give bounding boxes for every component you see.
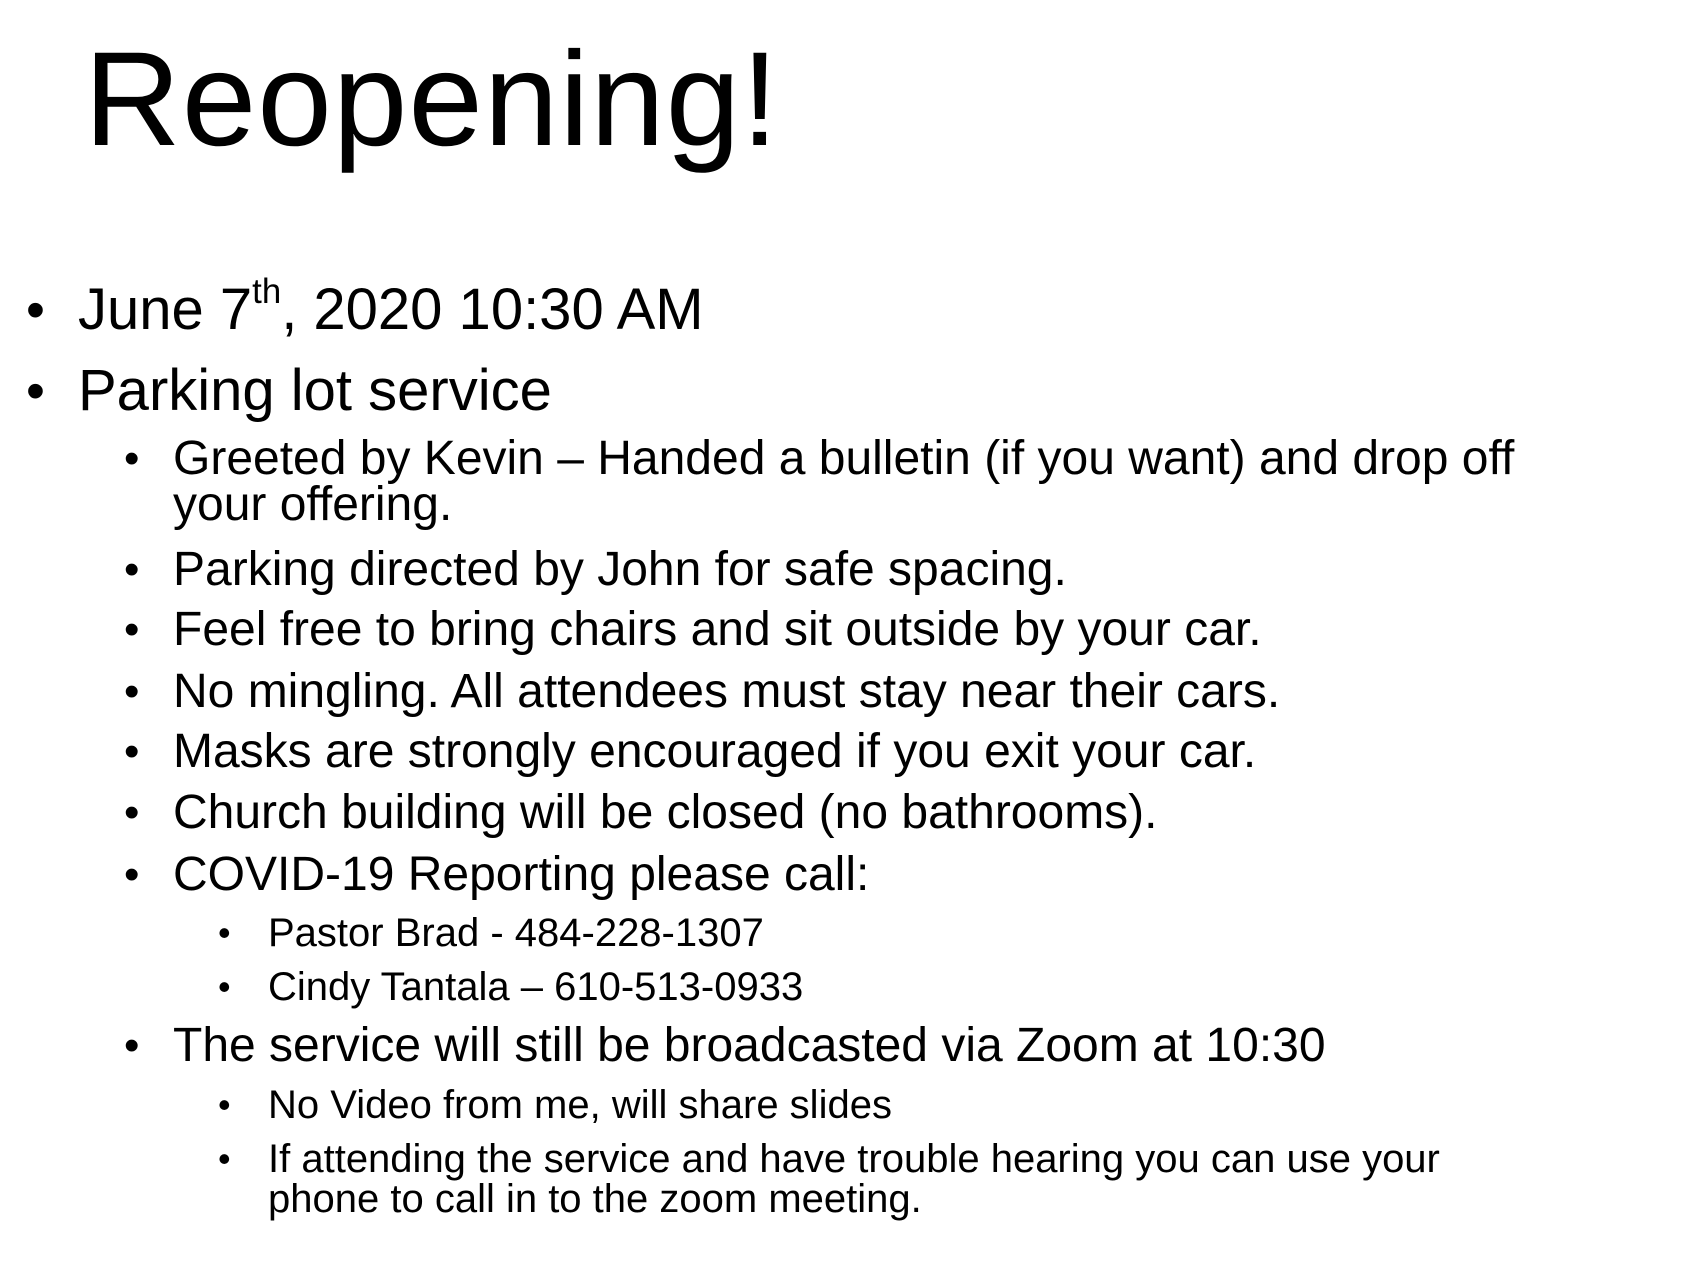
date-main: June 7 xyxy=(78,277,253,342)
bullet-icon: • xyxy=(124,850,140,899)
building-item: Church building will be closed (no bathrooms). xyxy=(173,786,1158,839)
bullet-icon: • xyxy=(26,361,45,421)
bullet-icon: • xyxy=(218,966,231,1007)
hearing-line-1: If attending the service and have trouble hearing you can use your xyxy=(268,1137,1440,1181)
bullet-icon: • xyxy=(26,280,45,340)
greeted-line-1: Greeted by Kevin – Handed a bulletin (if you want) and drop off xyxy=(173,432,1515,485)
hearing-line-2: phone to call in to the zoom meeting. xyxy=(268,1177,922,1221)
no-video-item: No Video from me, will share slides xyxy=(268,1083,892,1127)
chairs-item: Feel free to bring chairs and sit outside by your car. xyxy=(173,603,1262,656)
contact-cindy: Cindy Tantala – 610-513-0933 xyxy=(268,965,804,1009)
bullet-icon: • xyxy=(124,605,140,654)
bullet-icon: • xyxy=(124,727,140,776)
date-superscript: th xyxy=(252,272,282,312)
zoom-item: The service will still be broadcasted via Zoom at 10:30 xyxy=(173,1019,1326,1072)
bullet-icon: • xyxy=(124,1021,140,1070)
bullet-icon: • xyxy=(218,912,231,953)
mingling-item: No mingling. All attendees must stay near their cars. xyxy=(173,665,1281,718)
bullet-icon: • xyxy=(124,667,140,716)
covid-item: COVID-19 Reporting please call: xyxy=(173,848,870,901)
parking-directed: Parking directed by John for safe spacing. xyxy=(173,543,1067,596)
date-line xyxy=(78,272,704,345)
slide-title: Reopening! xyxy=(84,25,780,174)
bullet-icon: • xyxy=(124,545,140,594)
date-rest: , 2020 10:30 AM xyxy=(281,277,704,342)
bullet-icon: • xyxy=(218,1084,231,1125)
masks-item: Masks are strongly encouraged if you exit your car. xyxy=(173,725,1257,778)
greeted-line-2: your offering. xyxy=(173,478,453,531)
bullet-icon: • xyxy=(218,1138,231,1179)
bullet-icon: • xyxy=(124,434,140,483)
parking-heading: Parking lot service xyxy=(78,358,552,423)
bullet-icon: • xyxy=(124,788,140,837)
contact-brad: Pastor Brad - 484-228-1307 xyxy=(268,911,764,955)
